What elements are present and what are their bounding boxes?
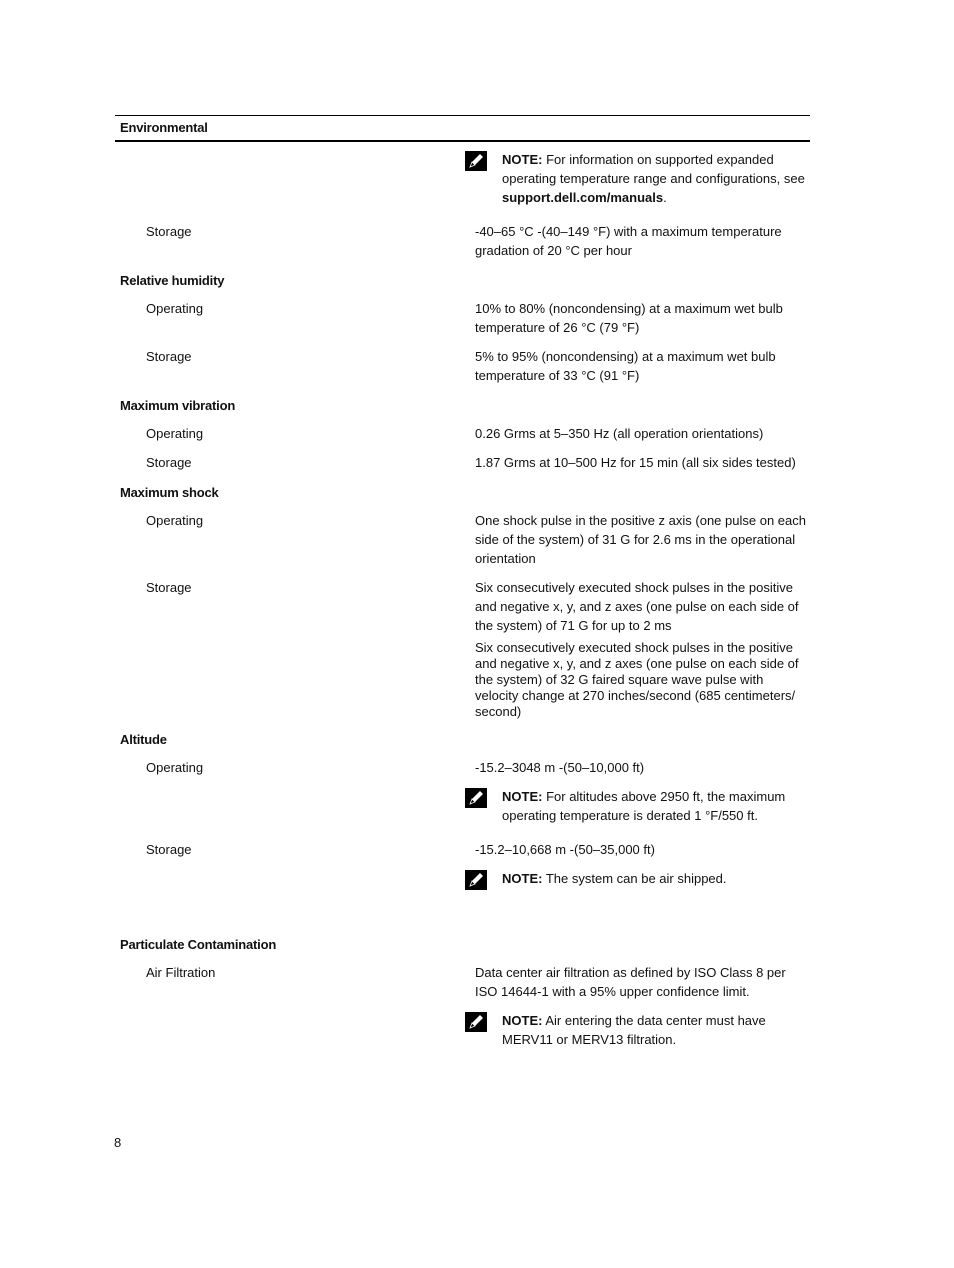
vibration-operating-label: Operating bbox=[146, 426, 204, 441]
table-header: Environmental bbox=[120, 120, 208, 135]
section-particulate-contamination: Particulate Contamination bbox=[120, 937, 277, 952]
note-label: NOTE: bbox=[502, 789, 543, 804]
note-label: NOTE: bbox=[502, 1013, 543, 1028]
vibration-operating-value: 0.26 Grms at 5–350 Hz (all operation orientations) bbox=[475, 426, 764, 441]
altitude-operating-value: -15.2–3048 m -(50–10,000 ft) bbox=[475, 760, 645, 775]
note-label: NOTE: bbox=[502, 871, 543, 886]
note-pencil-icon bbox=[465, 151, 487, 171]
note-pencil-icon bbox=[465, 870, 487, 890]
shock-operating-value: One shock pulse in the positive z axis (one pulse on each side of the system) of 31 G for 2.6 ms in the operational orientation bbox=[475, 513, 806, 566]
humidity-storage-label: Storage bbox=[146, 349, 192, 364]
temperature-storage-label: Storage bbox=[146, 224, 192, 239]
temperature-storage-value: -40–65 °C -(40–149 °F) with a maximum temperature gradation of 20 °C per hour bbox=[475, 224, 782, 258]
note-period: . bbox=[663, 190, 667, 205]
humidity-operating-label: Operating bbox=[146, 301, 204, 316]
table-header-rule bbox=[115, 140, 810, 142]
shock-storage-value-1: Six consecutively executed shock pulses in the positive and negative x, y, and z axes (one pulse on each side of the system) of 71 G for up to 2 ms bbox=[475, 580, 799, 633]
manuals-link[interactable]: support.dell.com/manuals bbox=[502, 190, 664, 205]
note-body: Air entering the data center must have MERV11 or MERV13 filtration. bbox=[502, 1013, 766, 1047]
page-number: 8 bbox=[114, 1135, 122, 1150]
note-body: For information on supported expanded operating temperature range and configurations, see bbox=[502, 152, 805, 186]
shock-operating-label: Operating bbox=[146, 513, 204, 528]
altitude-operating-label: Operating bbox=[146, 760, 204, 775]
humidity-operating-value: 10% to 80% (noncondensing) at a maximum wet bulb temperature of 26 °C (79 °F) bbox=[475, 301, 783, 335]
note-body: The system can be air shipped. bbox=[545, 871, 727, 886]
section-altitude: Altitude bbox=[120, 732, 167, 747]
note-label: NOTE: bbox=[502, 152, 543, 167]
note-body: For altitudes above 2950 ft, the maximum operating temperature is derated 1 °F/550 ft. bbox=[502, 789, 786, 823]
note-text bbox=[502, 150, 810, 207]
note-pencil-icon bbox=[465, 788, 487, 808]
vibration-storage-label: Storage bbox=[146, 455, 192, 470]
section-maximum-shock: Maximum shock bbox=[120, 485, 219, 500]
air-filtration-label: Air Filtration bbox=[146, 965, 216, 980]
vibration-storage-value: 1.87 Grms at 10–500 Hz for 15 min (all six sides tested) bbox=[475, 455, 796, 470]
note-pencil-icon bbox=[465, 1012, 487, 1032]
shock-storage-value-2: Six consecutively executed shock pulses in the positive and negative x, y, and z axes (one pulse on each side of the system) of 32 G faired square wave pulse with velocity change at 270 inches/second (685 centimeters/ second) bbox=[475, 640, 799, 719]
shock-storage-label: Storage bbox=[146, 580, 192, 595]
note-text bbox=[502, 869, 810, 888]
humidity-storage-value: 5% to 95% (noncondensing) at a maximum wet bulb temperature of 33 °C (91 °F) bbox=[475, 349, 776, 383]
note-text bbox=[502, 1011, 810, 1049]
altitude-storage-label: Storage bbox=[146, 842, 192, 857]
air-filtration-value: Data center air filtration as defined by ISO Class 8 per ISO 14644-1 with a 95% upper confidence limit. bbox=[475, 965, 786, 999]
section-relative-humidity: Relative humidity bbox=[120, 273, 225, 288]
note-text bbox=[502, 787, 810, 825]
section-maximum-vibration: Maximum vibration bbox=[120, 398, 236, 413]
table-top-rule bbox=[115, 115, 810, 116]
altitude-storage-value: -15.2–10,668 m -(50–35,000 ft) bbox=[475, 842, 655, 857]
